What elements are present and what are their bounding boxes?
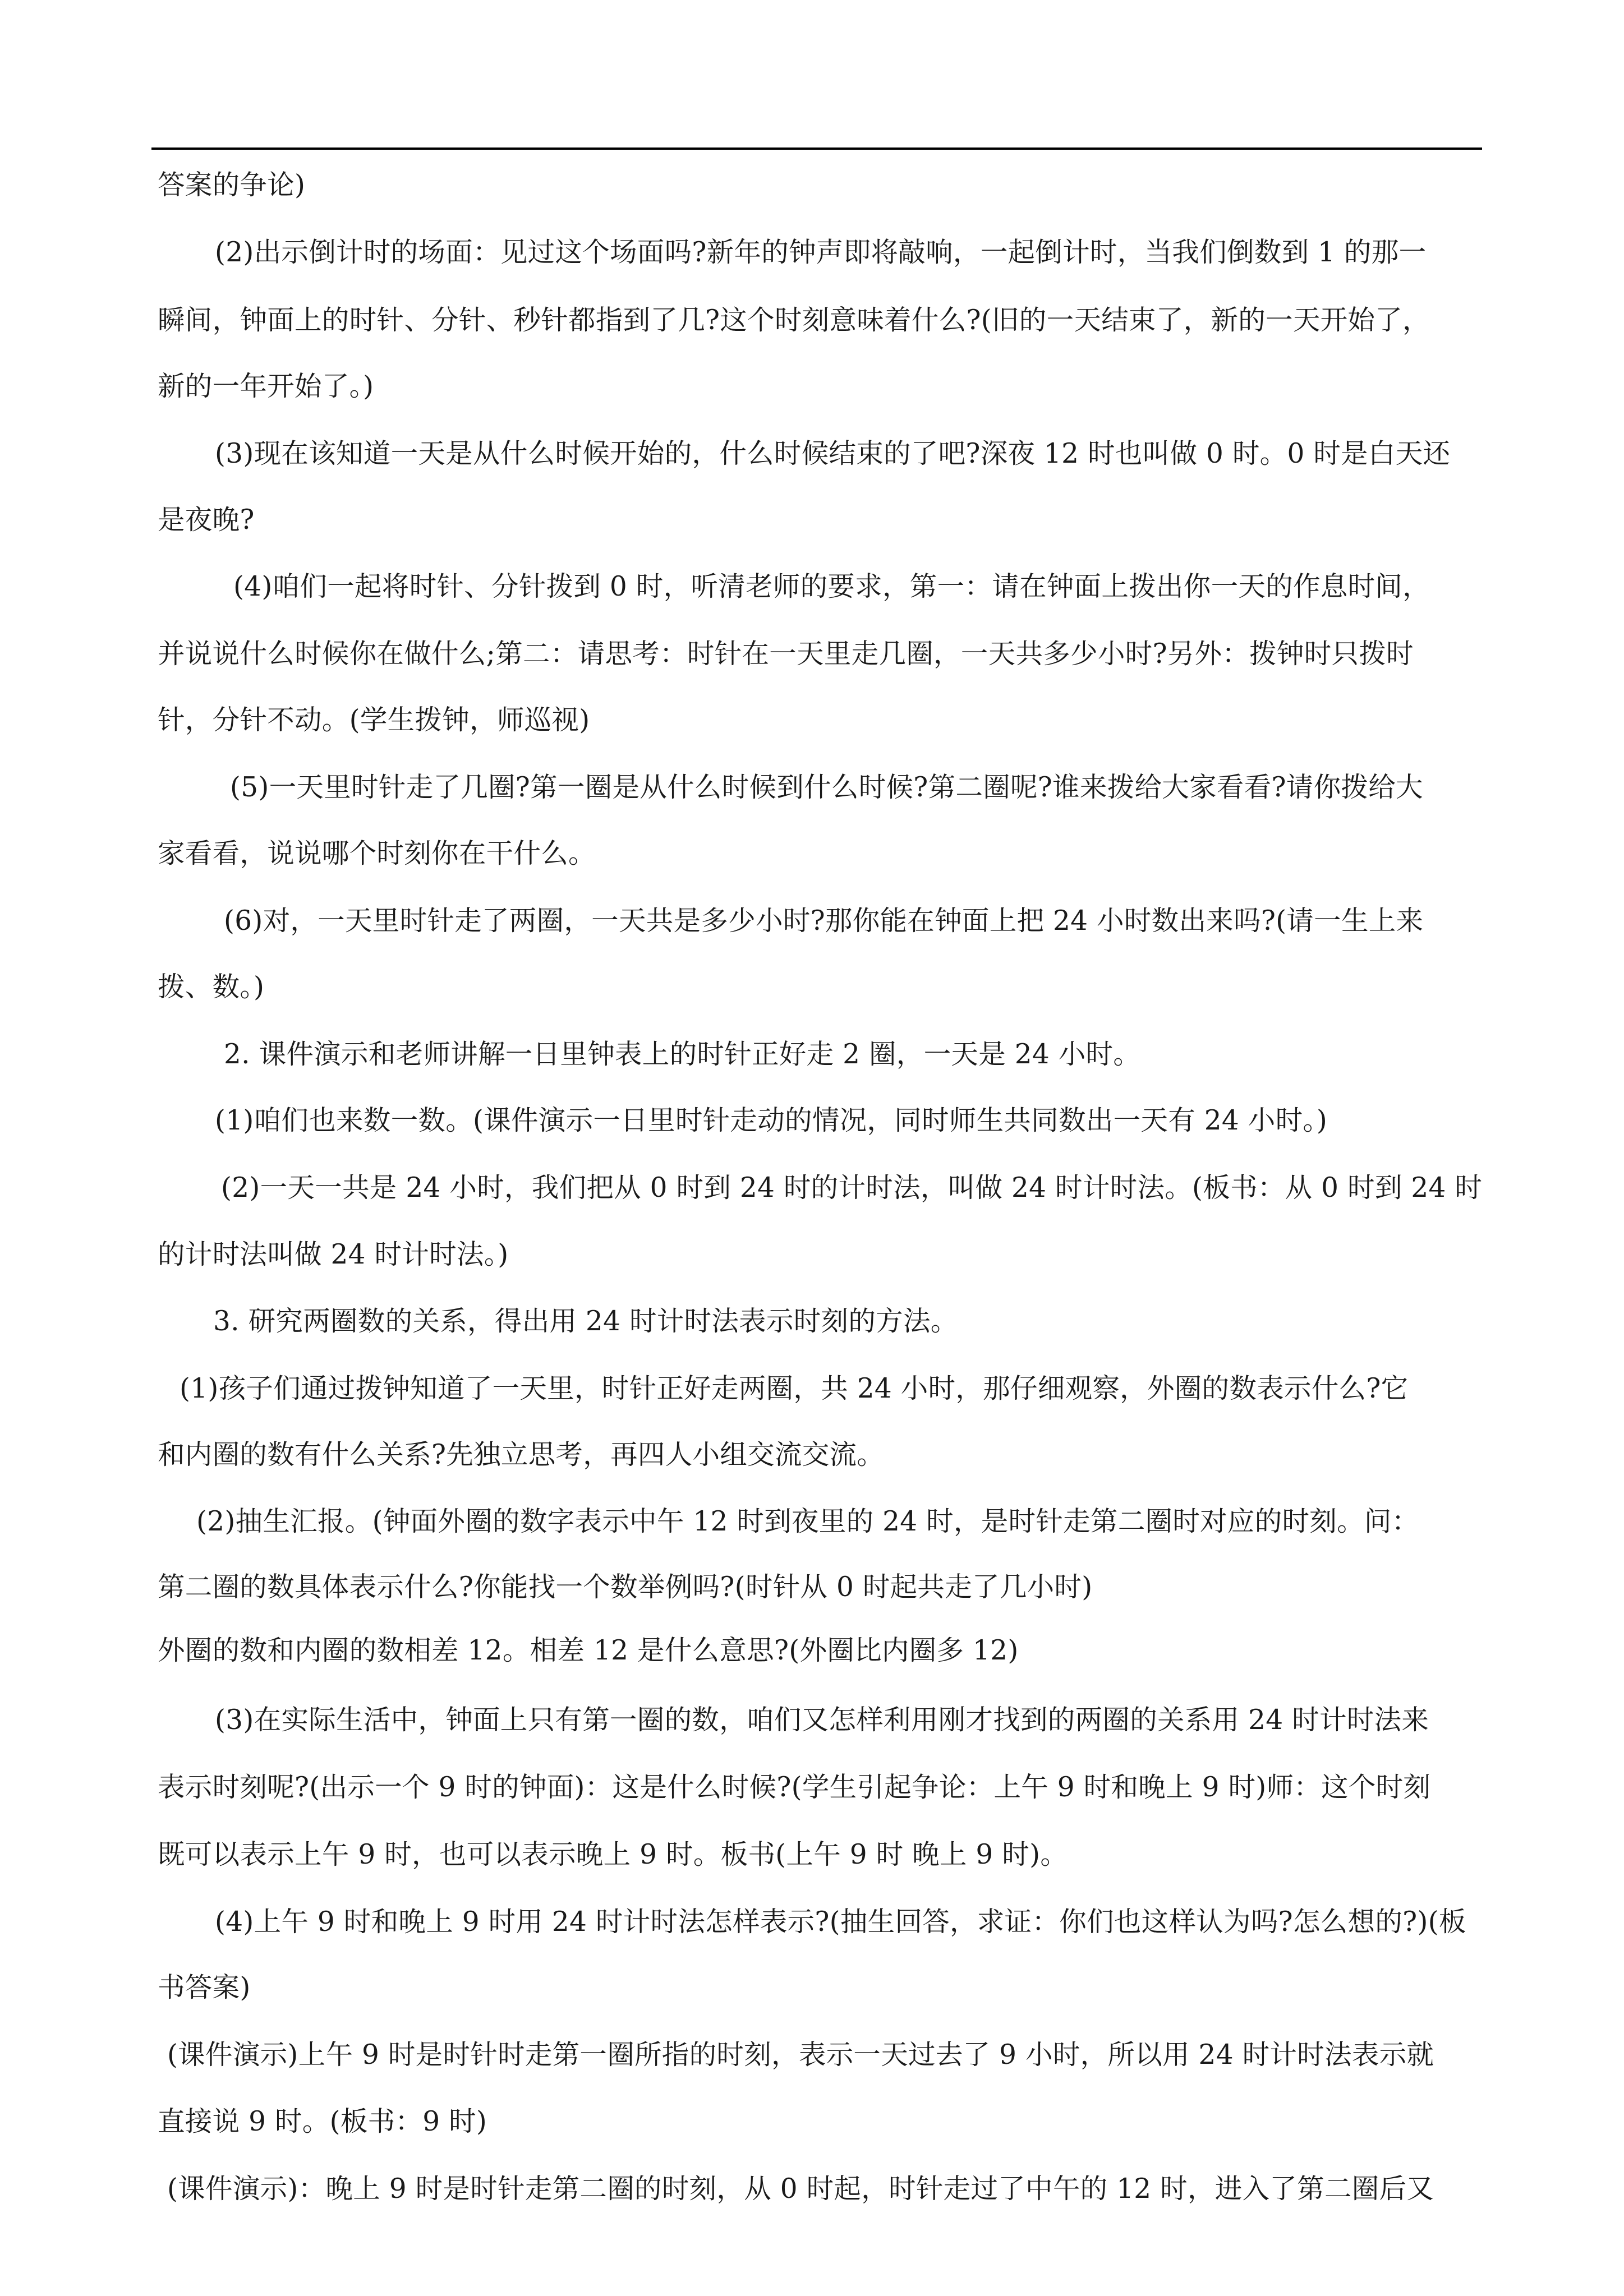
- text-line: (3)在实际生活中，钟面上只有第一圈的数，咱们又怎样利用刚才找到的两圈的关系用 24 时计时法来: [215, 1704, 1429, 1736]
- text-line: 的计时法叫做 24 时计时法。): [158, 1239, 509, 1270]
- text-line: (课件演示)：晚上 9 时是时针走第二圈的时刻，从 0 时起，时针走过了中午的 12 时，进入了第二圈后又: [167, 2173, 1434, 2205]
- text-line: 答案的争论): [158, 169, 306, 201]
- text-line: (2)抽生汇报。(钟面外圈的数字表示中午 12 时到夜里的 24 时，是时针走第二圈时对应的时刻。问：: [196, 1506, 1419, 1537]
- text-line: 第二圈的数具体表示什么?你能找一个数举例吗?(时针从 0 时起共走了几小时): [158, 1571, 1093, 1603]
- text-line: 书答案): [158, 1972, 251, 2003]
- text-line: 表示时刻呢?(出示一个 9 时的钟面)：这是什么时候?(学生引起争论：上午 9 时和晚上 9 时)师：这个时刻: [158, 1772, 1431, 1803]
- text-line: 是夜晚?: [158, 504, 255, 536]
- text-line: 家看看，说说哪个时刻你在干什么。: [158, 838, 596, 869]
- text-line: (2)出示倒计时的场面：见过这个场面吗?新年的钟声即将敲响，一起倒计时，当我们倒数到 1 的那一: [215, 237, 1427, 268]
- text-line: 直接说 9 时。(板书：9 时): [158, 2106, 487, 2137]
- header-rule: [151, 147, 1482, 150]
- text-line: 和内圈的数有什么关系?先独立思考，再四人小组交流交流。: [158, 1439, 885, 1470]
- text-line: (2)一天一共是 24 小时，我们把从 0 时到 24 时的计时法，叫做 24 时计时法。(板书：从 0 时到 24 时: [221, 1172, 1483, 1204]
- text-line: 新的一年开始了。): [158, 371, 374, 402]
- text-line: 既可以表示上午 9 时，也可以表示晚上 9 时。板书(上午 9 时 晚上 9 时)。: [158, 1839, 1068, 1870]
- text-line: (3)现在该知道一天是从什么时候开始的，什么时候结束的了吧?深夜 12 时也叫做 0 时。0 时是白天还: [215, 438, 1451, 469]
- text-line: 瞬间，钟面上的时针、分针、秒针都指到了几?这个时刻意味着什么?(旧的一天结束了，新的一天开始了，: [158, 305, 1430, 336]
- text-line: 拨、数。): [158, 971, 265, 1003]
- text-line: (1)孩子们通过拨钟知道了一天里，时针正好走两圈，共 24 小时，那仔细观察，外圈的数表示什么?它: [180, 1373, 1409, 1404]
- text-line: 外圈的数和内圈的数相差 12。相差 12 是什么意思?(外圈比内圈多 12): [158, 1635, 1019, 1666]
- text-line: (1)咱们也来数一数。(课件演示一日里时针走动的情况，同时师生共同数出一天有 24 小时。): [215, 1105, 1328, 1136]
- text-line: (4)咱们一起将时针、分针拨到 0 时，听清老师的要求，第一：请在钟面上拨出你一天的作息时间，: [233, 571, 1430, 602]
- text-line: 2. 课件演示和老师讲解一日里钟表上的时针正好走 2 圈，一天是 24 小时。: [224, 1039, 1141, 1070]
- text-line: 3. 研究两圈数的关系，得出用 24 时计时法表示时刻的方法。: [213, 1306, 958, 1337]
- text-line: 针，分针不动。(学生拨钟，师巡视): [158, 704, 590, 736]
- text-line: 并说说什么时候你在做什么;第二：请思考：时针在一天里走几圈，一天共多少小时?另外：拨钟时只拨时: [158, 638, 1414, 670]
- text-line: (4)上午 9 时和晚上 9 时用 24 时计时法怎样表示?(抽生回答，求证：你们也这样认为吗?怎么想的?)(板: [215, 1906, 1466, 1938]
- text-line: (6)对，一天里时针走了两圈，一天共是多少小时?那你能在钟面上把 24 小时数出来吗?(请一生上来: [224, 905, 1424, 937]
- text-line: (课件演示)上午 9 时是时针时走第一圈所指的时刻，表示一天过去了 9 小时，所以用 24 时计时法表示就: [167, 2039, 1434, 2071]
- text-line: (5)一天里时针走了几圈?第一圈是从什么时候到什么时候?第二圈呢?谁来拨给大家看看?请你拨给大: [230, 772, 1423, 803]
